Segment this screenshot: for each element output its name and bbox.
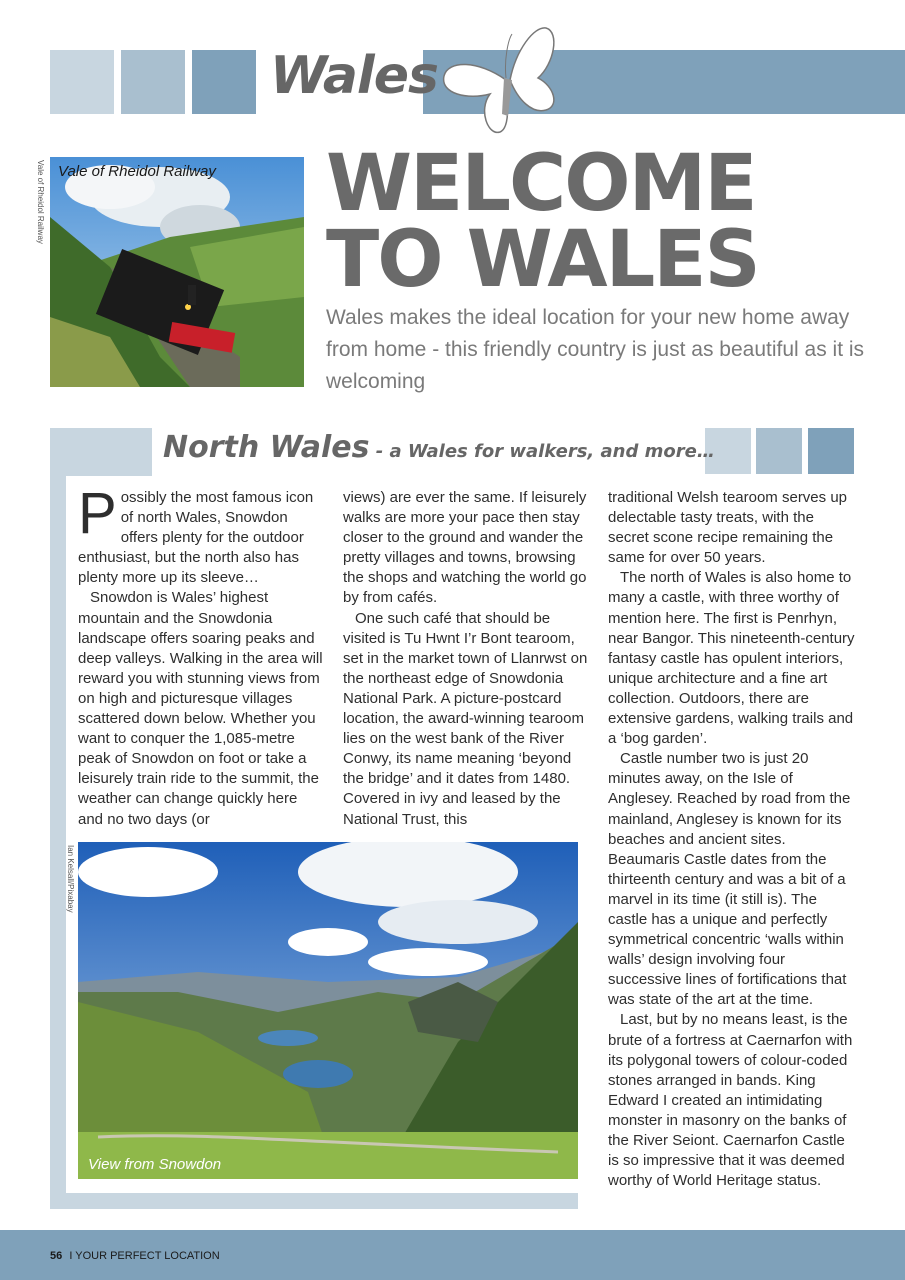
section-square-dark [808, 428, 854, 474]
footer-bar [0, 1230, 905, 1280]
paragraph: Last, but by no means least, is the brute of a fortress at Caernarfon with its polygonal towers of colour-coded stones arranged in bands. King Edward I created an intimidating monster in masonry on the banks of the River Seiont. Caernarfon Castle is so impressive that it was deemed worthy of World Heritage status. [608, 1011, 853, 1190]
section-heading-main: North Wales [163, 430, 370, 465]
snowdon-photo [78, 842, 578, 1179]
body-column-3 [608, 488, 858, 1191]
header-square-dark [192, 50, 256, 114]
title-line-1: WELCOME [326, 139, 756, 229]
section-heading [163, 430, 715, 465]
page-number: 56 [50, 1250, 63, 1262]
photo-credit: Vale of Rheidol Railway [36, 160, 45, 244]
train-photo-image [50, 157, 304, 387]
section-word: Wales [270, 46, 438, 106]
section-heading-sub: - a Wales for walkers, and more… [369, 441, 715, 462]
section-square-mid [756, 428, 802, 474]
butterfly-icon [438, 20, 568, 140]
snowdon-photo-credit: Ian Kelsall/Pixabay [66, 845, 75, 913]
paragraph: Castle number two is just 20 minutes away, on the Isle of Anglesey. Reached by road from the mainland, Anglesey is known for its beaches and ancient sites. Beaumaris Castle dates from the thirteenth century and was a bit of a marvel in its time (it still is). The castle has a unique and perfectly symmetrical concentric ‘walls within walls’ design involving four successive lines of fortifications that was state of the art at the time. [608, 750, 851, 1009]
paragraph: views) are ever the same. If leisurely walks are more your pace then stay closer to the ground and wander the pretty villages and towns, browsing the shops and watching the world go by from cafés. [343, 489, 587, 607]
body-column-2 [343, 488, 591, 830]
section-frame-bottom [50, 1193, 578, 1209]
train-photo-caption: Vale of Rheidol Railway [58, 163, 216, 180]
snowdon-photo-image [78, 842, 578, 1179]
publication-name: YOUR PERFECT LOCATION [75, 1250, 220, 1262]
paragraph: Snowdon is Wales’ highest mountain and the Snowdonia landscape offers soaring peaks and deep valleys. Walking in the area will reward you with stunning views from on high and picturesque villages scattered down below. Whether you want to conquer the 1,085-metre peak of Snowdon on foot or take a leisurely train ride to the summit, the weather can change quickly here and no two days (or [78, 589, 323, 828]
paragraph: traditional Welsh tearoom serves up delectable tasty treats, with the secret scone recipe remaining the same for over 50 years. [608, 489, 848, 567]
paragraph: One such café that should be visited is Tu Hwnt I’r Bont tearoom, set in the market town of Llanrwst on the northeast edge of Snowdonia National Park. A picture-postcard location, the award-winning tearoom lies on the west bank of the River Conwy, its name meaning ‘beyond the bridge’ and it dates from 1480. Covered in ivy and leased by the National Trust, this [343, 609, 588, 828]
header-square-light [50, 50, 114, 114]
paragraph-text: ossibly the most famous icon of north Wales, Snowdon offers plenty for the outdoor enthusiast, but the north also has plenty more up its sleeve… [78, 489, 314, 587]
paragraph: The north of Wales is also home to many a castle, with three worthy of mention here. The first is Penrhyn, near Bangor. This nineteenth-century fantasy castle has opulent interiors, unique architecture and a fine art collection. Outdoors, there are extensive gardens, walking trails and a ‘bog garden’. [608, 569, 855, 748]
standfirst: Wales makes the ideal location for your new home away from home - this friendly country is just as beautiful as it is welcoming [326, 306, 865, 393]
paragraph [78, 481, 326, 588]
folio-separator: I [69, 1250, 73, 1262]
title-line-2: TO WALES [326, 215, 759, 305]
page-folio [50, 1250, 220, 1262]
train-photo [50, 157, 304, 387]
body-column-1 [78, 481, 326, 830]
section-frame-left [50, 428, 66, 1208]
snowdon-photo-caption: View from Snowdon [88, 1156, 222, 1173]
drop-cap: P [78, 481, 117, 546]
header-square-mid [121, 50, 185, 114]
page-title [326, 139, 886, 305]
